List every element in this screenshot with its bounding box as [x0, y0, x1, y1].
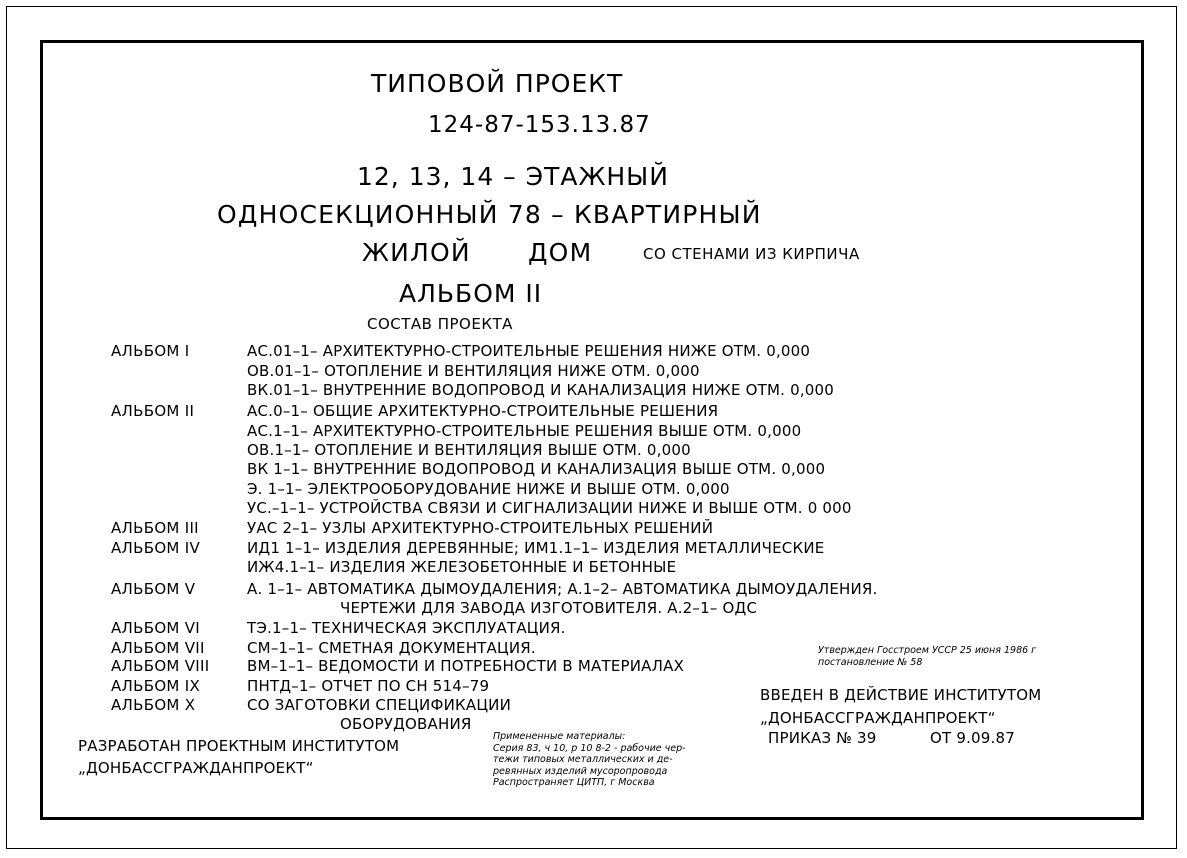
- enacted-line-1: ВВЕДЕН В ДЕЙСТВИЕ ИНСТИТУТОМ: [760, 686, 1042, 704]
- album-entry: ИД1 1–1– ИЗДЕЛИЯ ДЕРЕВЯННЫЕ; ИМ1.1–1– ИЗДЕЛИЯ МЕТАЛЛИЧЕСКИЕ: [247, 539, 825, 557]
- album-entry: АС.01–1– АРХИТЕКТУРНО-СТРОИТЕЛЬНЫЕ РЕШЕНИЯ НИЖЕ ОТМ. 0,000: [247, 342, 811, 360]
- album-entry: А. 1–1– АВТОМАТИКА ДЫМОУДАЛЕНИЯ; А.1–2– АВТОМАТИКА ДЫМОУДАЛЕНИЯ.: [247, 580, 878, 598]
- album-entry: ОВ.1–1– ОТОПЛЕНИЕ И ВЕНТИЛЯЦИЯ ВЫШЕ ОТМ. 0,000: [247, 441, 691, 459]
- approval-line-1: Утвержден Госстроем УССР 25 июня 1986 г: [818, 645, 1037, 656]
- composition-heading: СОСТАВ ПРОЕКТА: [367, 315, 513, 333]
- walls-note: СО СТЕНАМИ ИЗ КИРПИЧА: [643, 245, 860, 263]
- order-number: ПРИКАЗ № 39: [768, 729, 877, 747]
- album-label: АЛЬБОМ VII: [111, 639, 205, 657]
- storeys-line: 12, 13, 14 – ЭТАЖНЫЙ: [357, 162, 669, 191]
- house-line: ЖИЛОЙ ДОМ: [362, 238, 593, 267]
- album-entry: СМ–1–1– СМЕТНАЯ ДОКУМЕНТАЦИЯ.: [247, 639, 536, 657]
- materials-line-4: ревянных изделий мусоропровода: [493, 765, 668, 777]
- enacted-line-2: „ДОНБАССГРАЖДАНПРОЕКТ“: [760, 709, 996, 727]
- project-type-title: ТИПОВОЙ ПРОЕКТ: [371, 69, 624, 98]
- album-label: АЛЬБОМ VI: [111, 619, 201, 637]
- album-entry: ОВ.01–1– ОТОПЛЕНИЕ И ВЕНТИЛЯЦИЯ НИЖЕ ОТМ. 0,000: [247, 362, 700, 380]
- album-entry: ТЭ.1–1– ТЕХНИЧЕСКАЯ ЭКСПЛУАТАЦИЯ.: [247, 619, 566, 637]
- album-entry: ВК 1–1– ВНУТРЕННИЕ ВОДОПРОВОД И КАНАЛИЗАЦИЯ ВЫШЕ ОТМ. 0,000: [247, 460, 826, 478]
- album-label: АЛЬБОМ X: [111, 696, 196, 714]
- materials-line-5: Распространяет ЦИТП, г Москва: [493, 777, 655, 788]
- approval-note: [818, 645, 1036, 669]
- album-entry: ВМ–1–1– ВЕДОМОСТИ И ПОТРЕБНОСТИ В МАТЕРИАЛАХ: [247, 657, 685, 675]
- album-entry: ОБОРУДОВАНИЯ: [340, 715, 472, 733]
- album-entry: УАС 2–1– УЗЛЫ АРХИТЕКТУРНО-СТРОИТЕЛЬНЫХ РЕШЕНИЙ: [247, 519, 714, 537]
- order-date: ОТ 9.09.87: [930, 729, 1015, 747]
- album-entry: Э. 1–1– ЭЛЕКТРООБОРУДОВАНИЕ НИЖЕ И ВЫШЕ ОТМ. 0,000: [247, 480, 730, 498]
- materials-note: [493, 731, 686, 789]
- album-entry: ЧЕРТЕЖИ ДЛЯ ЗАВОДА ИЗГОТОВИТЕЛЯ. А.2–1– ОДС: [340, 599, 758, 617]
- sections-line: ОДНОСЕКЦИОННЫЙ 78 – КВАРТИРНЫЙ: [217, 200, 762, 229]
- approval-line-2: постановление № 58: [818, 657, 923, 668]
- album-number: АЛЬБОМ II: [399, 279, 543, 308]
- project-code: 124-87-153.13.87: [428, 112, 651, 138]
- materials-line-3: тежи типовых металлических и де-: [493, 754, 673, 765]
- album-label: АЛЬБОМ VIII: [111, 657, 210, 675]
- album-label: АЛЬБОМ V: [111, 580, 196, 598]
- album-entry: УС.–1–1– УСТРОЙСТВА СВЯЗИ И СИГНАЛИЗАЦИИ НИЖЕ И ВЫШЕ ОТМ. 0 000: [247, 499, 852, 517]
- album-label: АЛЬБОМ III: [111, 519, 199, 537]
- album-entry: ВК.01–1– ВНУТРЕННИЕ ВОДОПРОВОД И КАНАЛИЗАЦИЯ НИЖЕ ОТМ. 0,000: [247, 381, 835, 399]
- album-entry: ИЖ4.1–1– ИЗДЕЛИЯ ЖЕЛЕЗОБЕТОННЫЕ И БЕТОННЫЕ: [247, 558, 677, 576]
- developer-line-2: „ДОНБАССГРАЖДАНПРОЕКТ“: [78, 759, 314, 777]
- album-entry: ПНТД–1– ОТЧЕТ ПО СН 514–79: [247, 677, 490, 695]
- developer-line-1: РАЗРАБОТАН ПРОЕКТНЫМ ИНСТИТУТОМ: [78, 737, 400, 755]
- album-label: АЛЬБОМ I: [111, 342, 190, 360]
- album-label: АЛЬБОМ IX: [111, 677, 201, 695]
- album-entry: СО ЗАГОТОВКИ СПЕЦИФИКАЦИИ: [247, 696, 512, 714]
- album-entry: АС.1–1– АРХИТЕКТУРНО-СТРОИТЕЛЬНЫЕ РЕШЕНИЯ ВЫШЕ ОТМ. 0,000: [247, 422, 802, 440]
- materials-line-1: Примененные материалы:: [493, 731, 626, 742]
- materials-line-2: Серия 83, ч 10, р 10 8-2 - рабочие чер-: [493, 742, 686, 754]
- album-label: АЛЬБОМ IV: [111, 539, 201, 557]
- album-label: АЛЬБОМ II: [111, 402, 195, 420]
- album-entry: АС.0–1– ОБЩИЕ АРХИТЕКТУРНО-СТРОИТЕЛЬНЫЕ РЕШЕНИЯ: [247, 402, 719, 420]
